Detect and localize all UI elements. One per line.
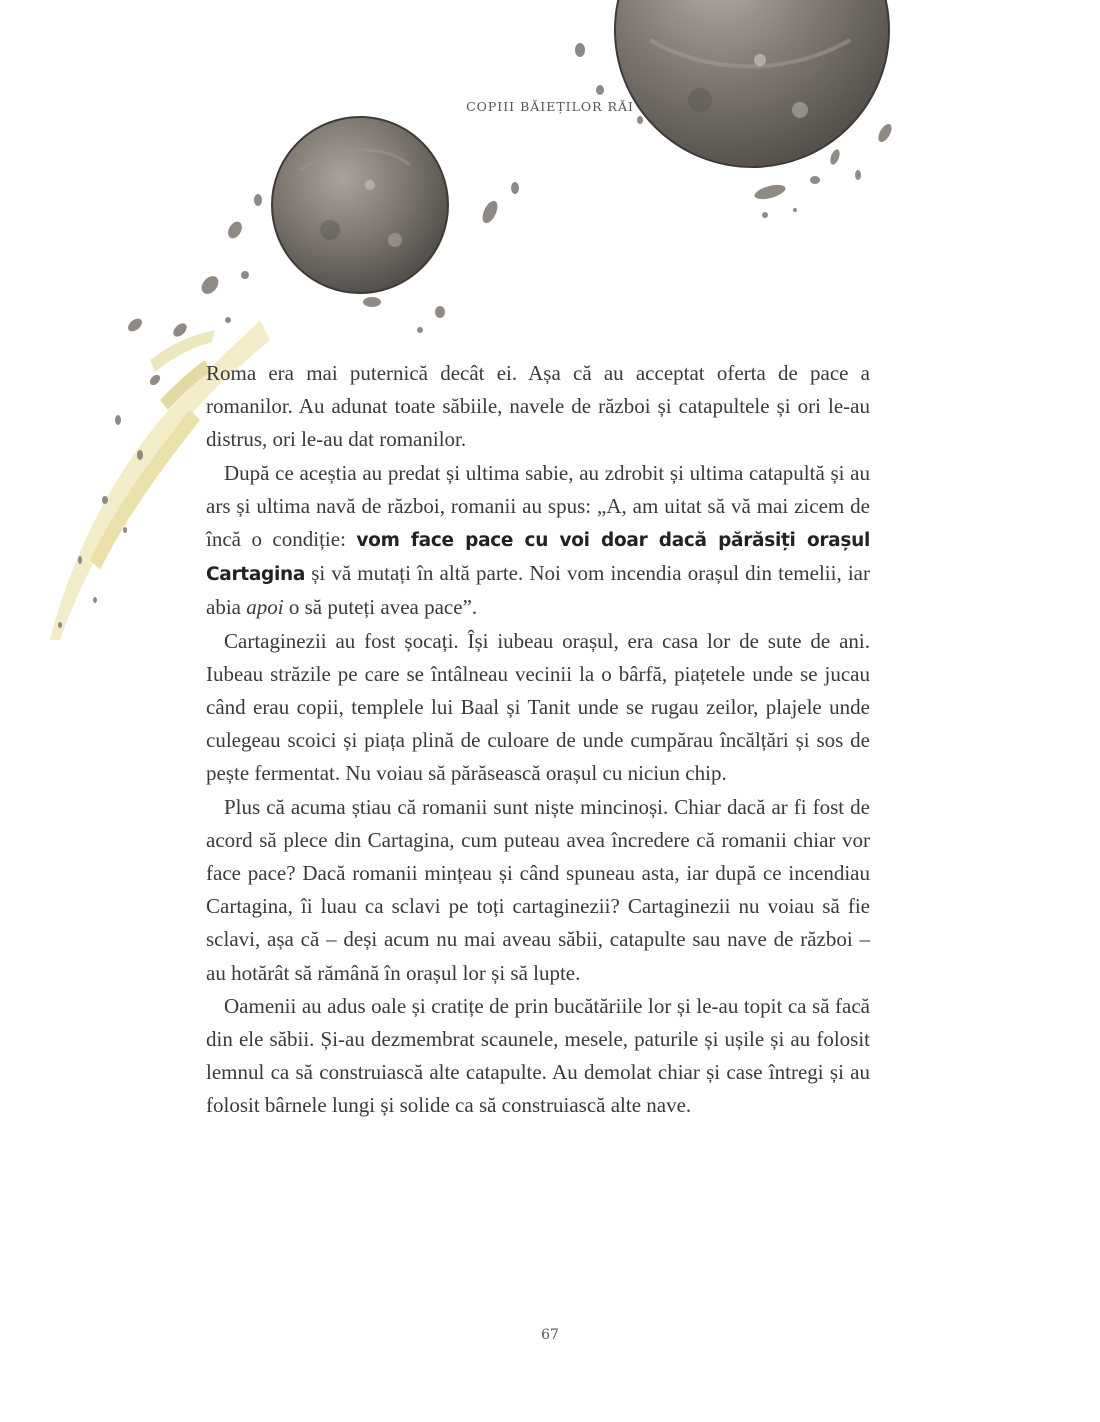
page-number: 67 [541, 1327, 559, 1343]
running-title: COPIII BĂIEȚILOR RĂI [466, 99, 634, 114]
paragraph-1: Roma era mai puternică decât ei. Așa că au acceptat oferta de pace a romanilor. Au adunat toate săbiile, navele de război și catapultele și ori le-au distrus, ori le-au dat romanilor. [206, 361, 870, 452]
italic-word: apoi [246, 595, 284, 620]
paragraph-2-text-b: și vă mutați în altă parte. Noi vom incendia orașul din temelii, iar abia [206, 561, 870, 620]
paragraph-4: Plus că acuma știau că romanii sunt niște mincinoși. Chiar dacă ar fi fost de acord să plece din Cartagina, cum puteau avea încredere că romanii chiar vor face pace? Dacă romanii mințeau și când spuneau asta, iar după ce incendiau Cartagina, îi luau ca sclavi pe toți cartaginezii? Cartaginezii nu voiau să fie sclavi, așa că – deși acum nu mai aveau săbii, catapulte sau nave de război – au hotărât să rămână în orașul lor și să lupte. [206, 794, 870, 985]
paragraph-2 [206, 457, 870, 625]
paragraph-5: Oamenii au adus oale și cratițe de prin bucătăriile lor și le-au topit ca să facă din ele săbii. Și-au dezmembrat scaunele, mesele, paturile și ușile și au folosit lemnul ca să construiască alte catapulte. Au demolat chiar și case întregi și au folosit bârnele lungi și solide ca să construiască alte nave. [206, 993, 870, 1118]
handwritten-emphasis: vom face pace cu voi doar dacă părăsiți orașul Cartagina [206, 530, 870, 586]
small-stone [272, 117, 448, 293]
paragraph-2-text-a: După ce aceștia au predat și ultima sabie, au zdrobit și ultima catapultă și au ars și ultima navă de război, romanii au spus: „A, am uitat să vă mai zicem de încă o condiție: [206, 460, 870, 552]
chapter-text [206, 357, 870, 1123]
paragraph-2-text-c: o să puteți avea pace”. [283, 595, 478, 620]
large-stone [615, 0, 889, 167]
paragraph-3: Cartaginezii au fost șocați. Își iubeau orașul, era casa lor de sute de ani. Iubeau străzile pe care se întâlneau vecinii la o bârfă, piațetele unde se jucau când erau copii, templele lui Baal și Tanit unde se rugau zeilor, plajele unde culegeau scoici și piața plină de culoare de unde cumpărau încălțări și sos de pește fermentat. Nu voiau să părăsească orașul cu niciun chip. [206, 628, 870, 786]
